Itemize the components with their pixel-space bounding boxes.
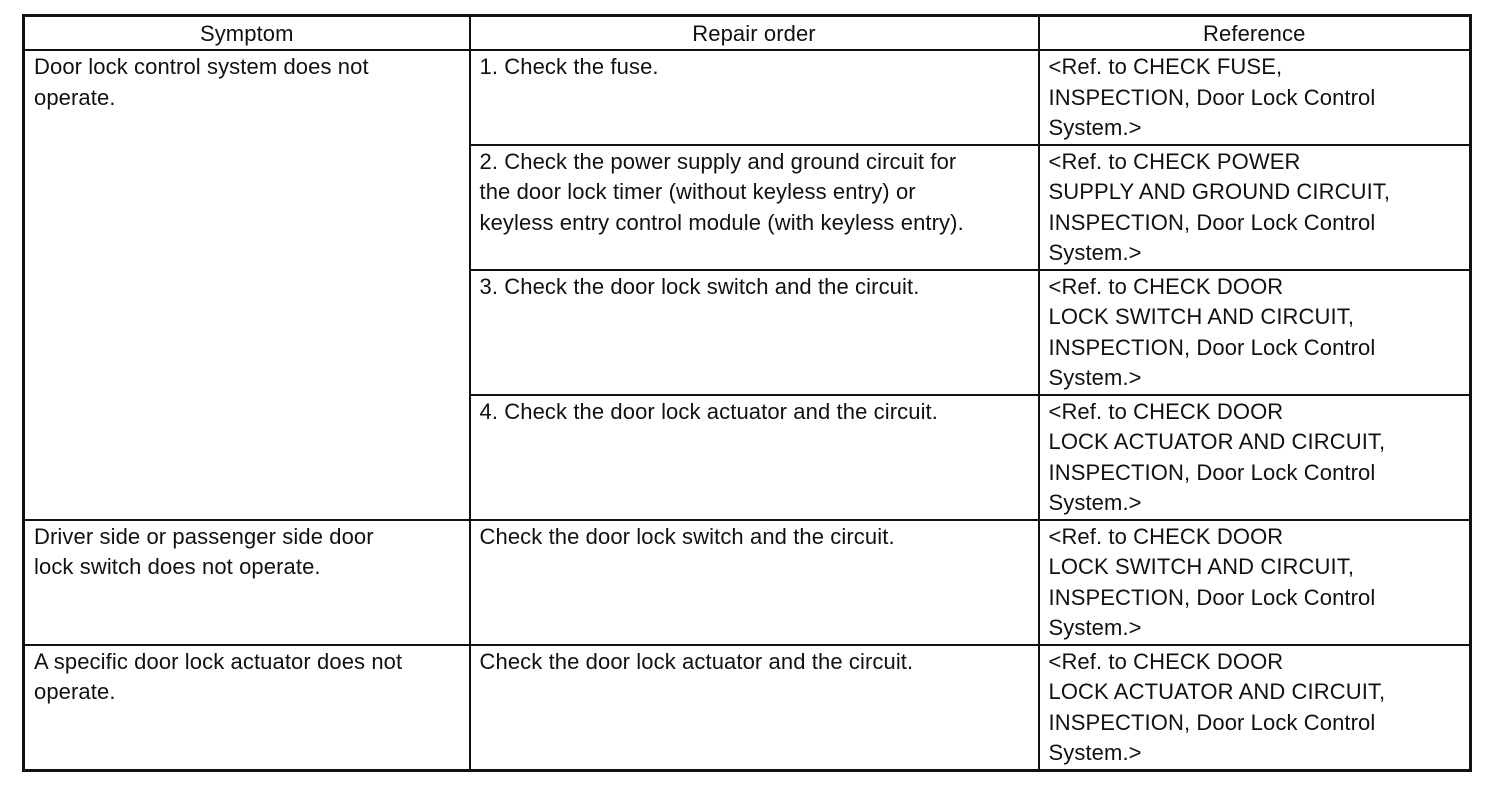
reference-cell: <Ref. to CHECK DOOR LOCK SWITCH AND CIRCUIT, INSPECTION, Door Lock Control System.> [1039,520,1471,645]
troubleshooting-table [22,14,1472,772]
header-symptom: Symptom [24,16,470,51]
repair-step-cell: 1. Check the fuse. [470,50,1039,145]
symptom-cell: Driver side or passenger side door lock switch does not operate. [24,520,470,645]
repair-step-cell: 4. Check the door lock actuator and the circuit. [470,395,1039,520]
reference-cell: <Ref. to CHECK DOOR LOCK ACTUATOR AND CIRCUIT, INSPECTION, Door Lock Control System.> [1039,645,1471,771]
reference-cell: <Ref. to CHECK FUSE, INSPECTION, Door Lock Control System.> [1039,50,1471,145]
repair-step-cell: 3. Check the door lock switch and the circuit. [470,270,1039,395]
repair-step-cell: Check the door lock switch and the circuit. [470,520,1039,645]
repair-step-cell: 2. Check the power supply and ground circuit for the door lock timer (without keyless entry) or keyless entry control module (with keyless entry). [470,145,1039,270]
reference-cell: <Ref. to CHECK POWER SUPPLY AND GROUND CIRCUIT, INSPECTION, Door Lock Control System.> [1039,145,1471,270]
header-reference: Reference [1039,16,1471,51]
symptom-cell: Door lock control system does not operate. [24,50,470,520]
symptom-cell: A specific door lock actuator does not operate. [24,645,470,771]
repair-step-cell: Check the door lock actuator and the circuit. [470,645,1039,771]
table-row [24,50,1471,145]
reference-cell: <Ref. to CHECK DOOR LOCK SWITCH AND CIRCUIT, INSPECTION, Door Lock Control System.> [1039,270,1471,395]
reference-cell: <Ref. to CHECK DOOR LOCK ACTUATOR AND CIRCUIT, INSPECTION, Door Lock Control System.> [1039,395,1471,520]
header-row [24,16,1471,51]
table-row [24,645,1471,771]
header-repair-order: Repair order [470,16,1039,51]
table-row [24,520,1471,645]
